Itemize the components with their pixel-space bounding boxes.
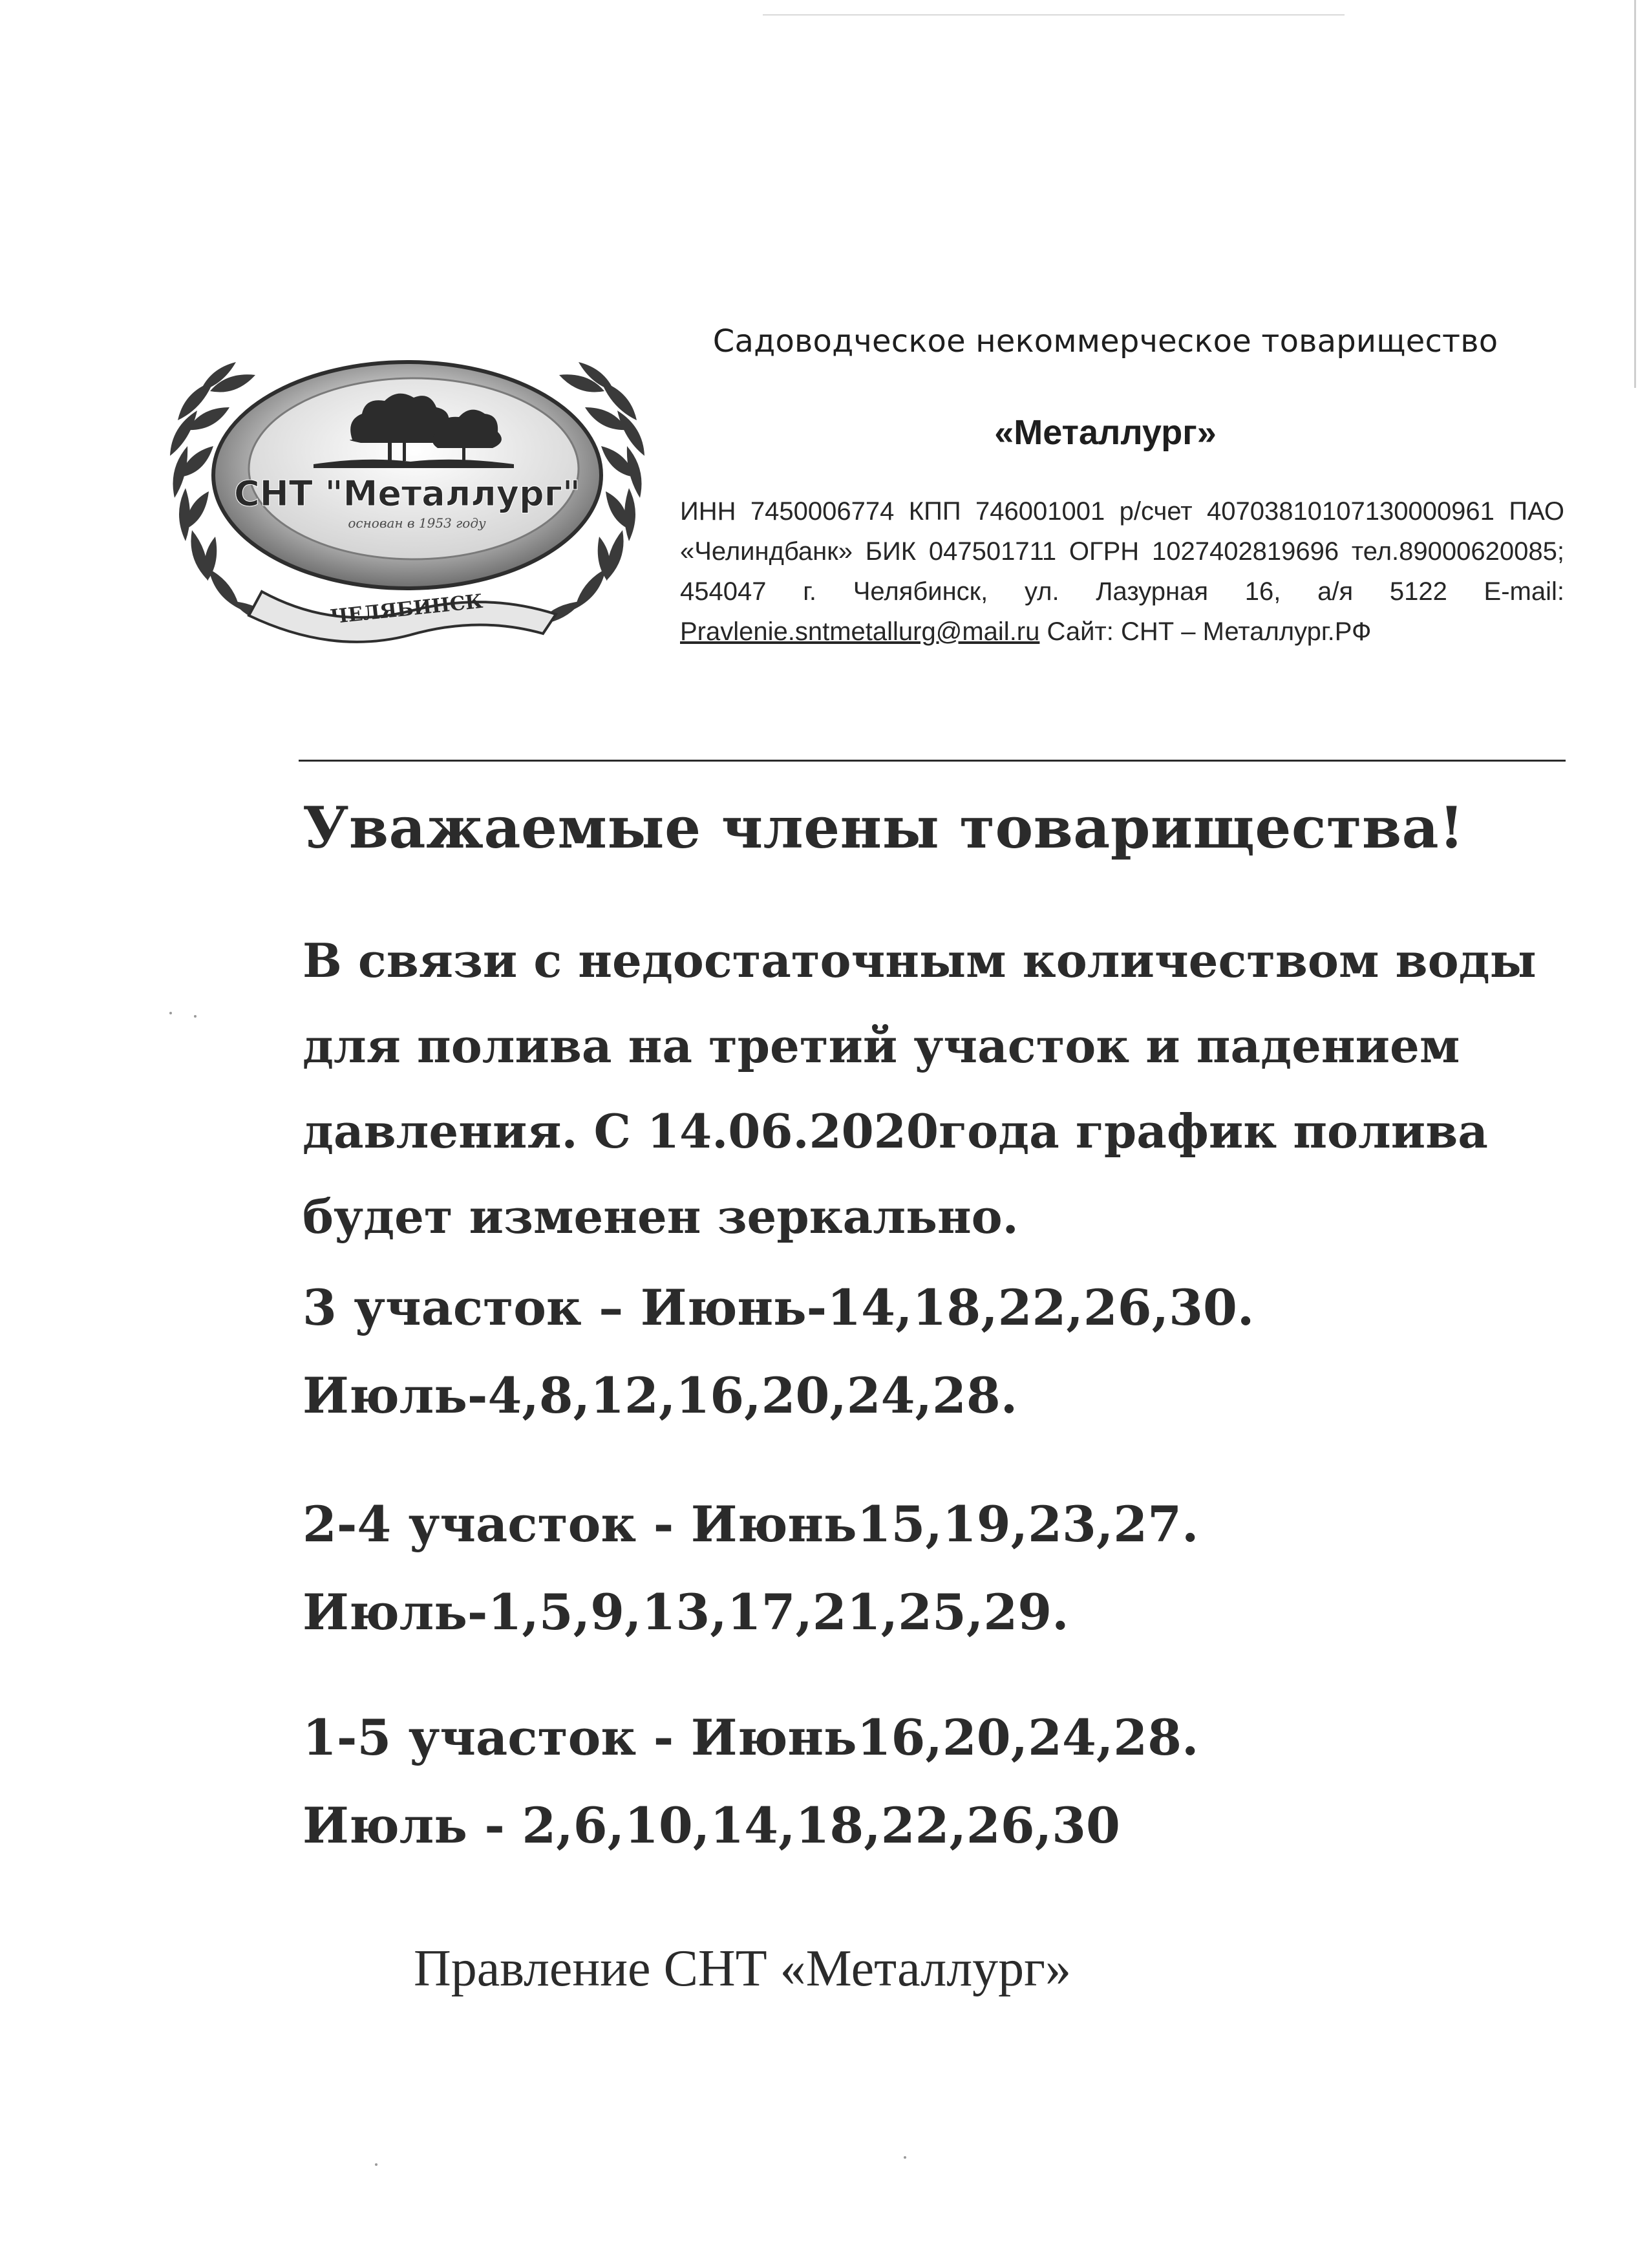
organization-name: «Металлург» [994,413,1217,452]
schedule-july: Июль-1,5,9,13,17,21,25,29. [303,1583,1069,1641]
schedule-june: 3 участок – Июнь-14,18,22,26,30. [303,1279,1255,1336]
website-text: Сайт: СНТ – Металлург.РФ [1039,617,1372,646]
schedule-june: 1-5 участок - Июнь16,20,24,28. [303,1709,1199,1766]
schedule-june: 2-4 участок - Июнь15,19,23,27. [303,1495,1199,1553]
schedule-block [303,1264,1595,1440]
greeting-heading: Уважаемые члены товарищества! [303,794,1465,861]
email-link[interactable]: Pravlenie.sntmetallurg@mail.ru [680,617,1040,646]
organization-logo [158,336,656,659]
scan-artifact [1634,0,1636,388]
scan-artifact [375,2163,378,2166]
signature-line: Правление СНТ «Металлург» [414,1940,1071,1997]
scan-artifact [763,14,1345,16]
scan-artifact [904,2156,906,2159]
schedule-july: Июль-4,8,12,16,20,24,28. [303,1367,1018,1424]
logo-founded-text: основан в 1953 году [348,515,486,531]
logo-brand-text: СНТ "Металлург" [234,473,580,514]
schedule-block [303,1694,1595,1870]
logo-city-text: ЧЕЛЯБИНСК [329,590,484,629]
scan-artifact [169,1012,172,1014]
requisites-text: ИНН 7450006774 КПП 746001001 р/счет 40703810107130000961 ПАО «Челиндбанк» БИК 047501711 ОГРН 1027402819696 тел.89000620085; 454047 г. Челябинск, ул. Лазурная 16, а/я 5122 E-mail: [680,497,1564,606]
notice-paragraph: В связи с недостаточным количеством воды для полива на третий участок и падением давления. С 14.06.2020года график полива будет изменен зеркально. [303,933,1537,1244]
schedule-block [303,1481,1595,1656]
scan-artifact [194,1015,197,1018]
organization-type: Садоводческое некоммерческое товарищество [712,323,1498,359]
header-divider [299,760,1566,762]
organization-requisites [680,491,1564,652]
schedule-july: Июль - 2,6,10,14,18,22,26,30 [303,1797,1120,1854]
